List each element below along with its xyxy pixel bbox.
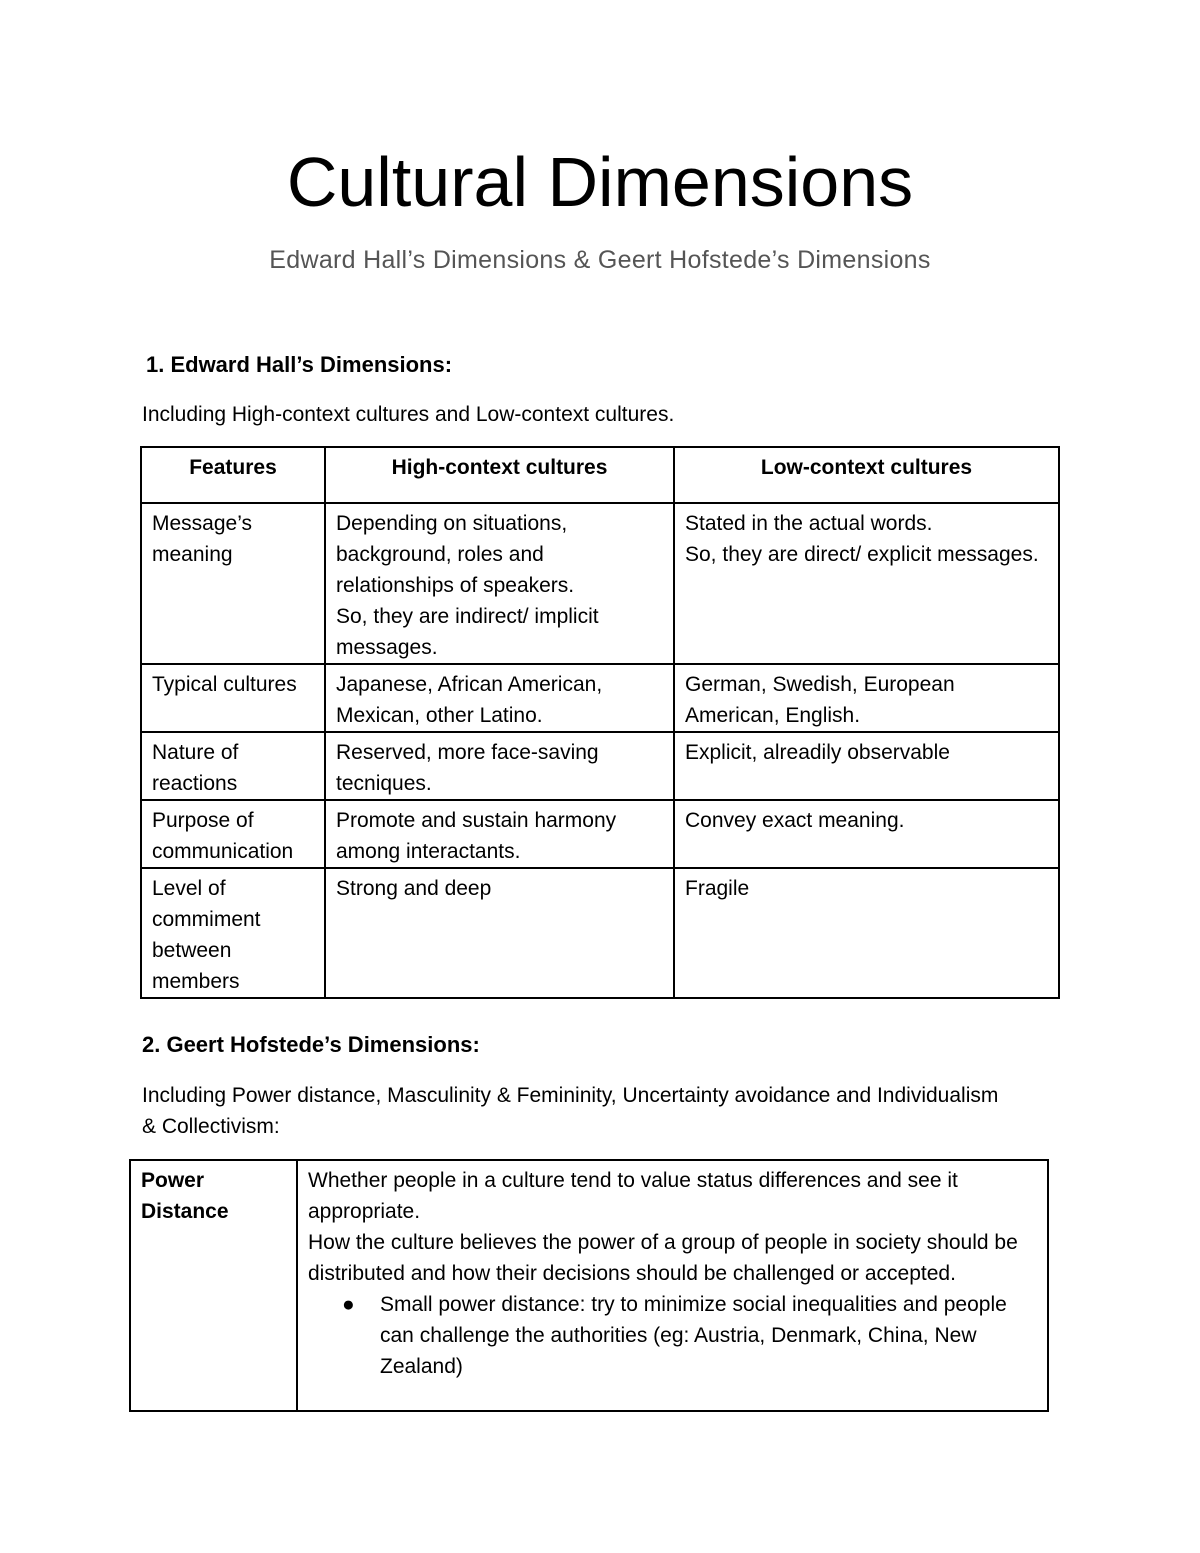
- document-subtitle: Edward Hall’s Dimensions & Geert Hofstede’s Dimensions: [269, 246, 931, 274]
- table-header-row: [141, 447, 1059, 503]
- description-line: How the culture believes the power of a group of people in society should be distributed and how their decisions should be challenged or accepted.: [308, 1231, 1018, 1285]
- hofstede-dimensions-table: [129, 1159, 1049, 1412]
- high-context-cell: [325, 503, 674, 664]
- feature-cell: Nature of reactions: [141, 732, 325, 800]
- low-context-cell: Convey exact meaning.: [674, 800, 1059, 868]
- table-row: [141, 503, 1059, 664]
- section2-intro: Including Power distance, Masculinity & Femininity, Uncertainty avoidance and Individualism & Collectivism:: [142, 1084, 999, 1138]
- column-header: High-context cultures: [325, 447, 674, 503]
- dimension-term-cell: Power Distance: [130, 1160, 297, 1411]
- column-header: Features: [141, 447, 325, 503]
- dimension-description-cell: [297, 1160, 1048, 1411]
- high-context-cell: Strong and deep: [325, 868, 674, 998]
- hall-dimensions-table: [140, 446, 1060, 999]
- column-header: Low-context cultures: [674, 447, 1059, 503]
- section1-heading: 1. Edward Hall’s Dimensions:: [146, 352, 453, 377]
- feature-cell: Purpose of communication: [141, 800, 325, 868]
- high-context-cell: Promote and sustain harmony among interactants.: [325, 800, 674, 868]
- cell-line: Depending on situations, background, roles and relationships of speakers.: [336, 512, 575, 597]
- cell-line: So, they are direct/ explicit messages.: [685, 543, 1039, 566]
- list-item-text: Small power distance: try to minimize social inequalities and people can challenge the authorities (eg: Austria, Denmark, China, New Zealand): [380, 1293, 1007, 1378]
- low-context-cell: Explicit, alreadily observable: [674, 732, 1059, 800]
- description-line: Whether people in a culture tend to value status differences and see it appropriate.: [308, 1169, 958, 1223]
- bullet-icon: ●: [342, 1293, 355, 1316]
- feature-cell: Level of commiment between members: [141, 868, 325, 998]
- table-row: [141, 800, 1059, 868]
- document-title: Cultural Dimensions: [286, 143, 914, 221]
- feature-cell: Typical cultures: [141, 664, 325, 732]
- section1-intro: Including High-context cultures and Low-context cultures.: [142, 403, 675, 426]
- feature-cell: Message’s meaning: [141, 503, 325, 664]
- low-context-cell: Fragile: [674, 868, 1059, 998]
- table-row: [141, 732, 1059, 800]
- cell-line: Stated in the actual words.: [685, 512, 933, 535]
- low-context-cell: German, Swedish, European American, English.: [674, 664, 1059, 732]
- cell-line: So, they are indirect/ implicit messages.: [336, 605, 599, 659]
- section2-heading: 2. Geert Hofstede’s Dimensions:: [142, 1032, 480, 1057]
- table-row: [130, 1160, 1048, 1411]
- list-item: [342, 1289, 1037, 1382]
- bullet-list: [308, 1289, 1037, 1382]
- low-context-cell: [674, 503, 1059, 664]
- table-row: [141, 868, 1059, 998]
- high-context-cell: Reserved, more face-saving tecniques.: [325, 732, 674, 800]
- high-context-cell: Japanese, African American, Mexican, other Latino.: [325, 664, 674, 732]
- table-row: [141, 664, 1059, 732]
